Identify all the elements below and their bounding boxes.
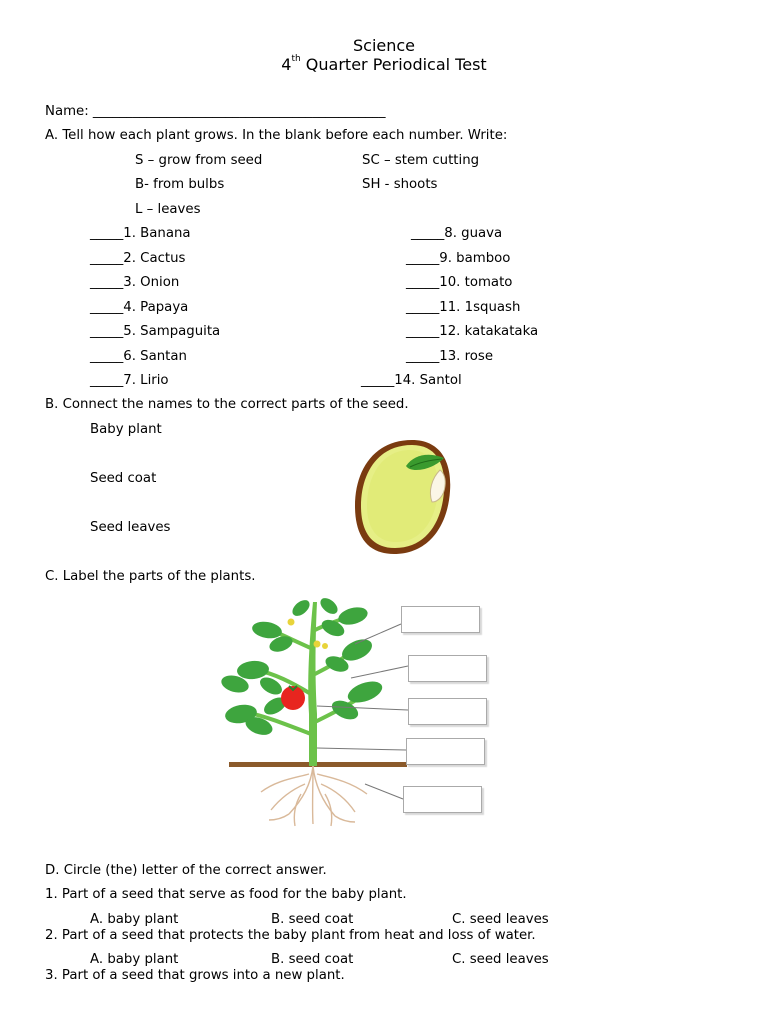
q1-choice-c[interactable]: C. seed leaves: [452, 912, 549, 927]
q2-choice-c[interactable]: C. seed leaves: [452, 952, 549, 967]
flowers: [288, 619, 329, 650]
item-9[interactable]: _____9. bamboo: [406, 251, 511, 266]
section-b-instruction: B. Connect the names to the correct parts of the seed.: [45, 397, 409, 412]
subtitle-text: Quarter Periodical Test: [300, 55, 487, 74]
item-2[interactable]: _____2. Cactus: [90, 251, 186, 266]
item-12[interactable]: _____12. katakataka: [406, 324, 539, 339]
page-title: Science: [352, 36, 416, 55]
item-6[interactable]: _____6. Santan: [90, 349, 187, 364]
label-box-fruit[interactable]: [408, 698, 487, 725]
subtitle-ordinal: 4: [281, 55, 292, 74]
label-box-flower[interactable]: [401, 606, 480, 633]
question-2: 2. Part of a seed that protects the baby plant from heat and loss of water.: [45, 928, 536, 943]
section-d-instruction: D. Circle (the) letter of the correct answer.: [45, 863, 327, 878]
item-14[interactable]: _____14. Santol: [361, 373, 462, 388]
soil-line: [229, 762, 407, 767]
stem: [308, 602, 317, 766]
seed-part-seed-coat[interactable]: Seed coat: [90, 471, 157, 486]
legend-stem-cutting: SC – stem cutting: [362, 153, 480, 168]
legend-shoots: SH - shoots: [362, 177, 438, 192]
seed-diagram: [352, 436, 457, 558]
section-a-instruction: A. Tell how each plant grows. In the blank before each number. Write:: [45, 128, 508, 143]
roots: [261, 766, 367, 826]
item-5[interactable]: _____5. Sampaguita: [90, 324, 221, 339]
item-4[interactable]: _____4. Papaya: [90, 300, 189, 315]
item-11[interactable]: _____11. 1squash: [406, 300, 521, 315]
q2-choice-a[interactable]: A. baby plant: [90, 952, 179, 967]
seed-part-baby-plant[interactable]: Baby plant: [90, 422, 162, 437]
subtitle-superscript: th: [291, 54, 301, 64]
item-1[interactable]: _____1. Banana: [90, 226, 191, 241]
item-7[interactable]: _____7. Lirio: [90, 373, 169, 388]
question-3: 3. Part of a seed that grows into a new plant.: [45, 968, 345, 983]
label-box-stem[interactable]: [406, 738, 485, 765]
q2-choice-b[interactable]: B. seed coat: [271, 952, 354, 967]
item-13[interactable]: _____13. rose: [406, 349, 494, 364]
label-box-leaf[interactable]: [408, 655, 487, 682]
seed-part-seed-leaves[interactable]: Seed leaves: [90, 520, 171, 535]
leaves: [219, 595, 385, 738]
item-8[interactable]: _____8. guava: [411, 226, 503, 241]
item-10[interactable]: _____10. tomato: [406, 275, 513, 290]
page-subtitle: [0, 54, 768, 74]
name-field[interactable]: Name: ____________________________________________: [45, 104, 386, 119]
legend-bulbs: B- from bulbs: [135, 177, 225, 192]
q1-choice-a[interactable]: A. baby plant: [90, 912, 179, 927]
legend-leaves: L – leaves: [135, 202, 201, 217]
q1-choice-b[interactable]: B. seed coat: [271, 912, 354, 927]
legend-seed: S – grow from seed: [135, 153, 263, 168]
label-box-root[interactable]: [403, 786, 482, 813]
question-1: 1. Part of a seed that serve as food for the baby plant.: [45, 887, 407, 902]
section-c-instruction: C. Label the parts of the plants.: [45, 569, 256, 584]
item-3[interactable]: _____3. Onion: [90, 275, 180, 290]
